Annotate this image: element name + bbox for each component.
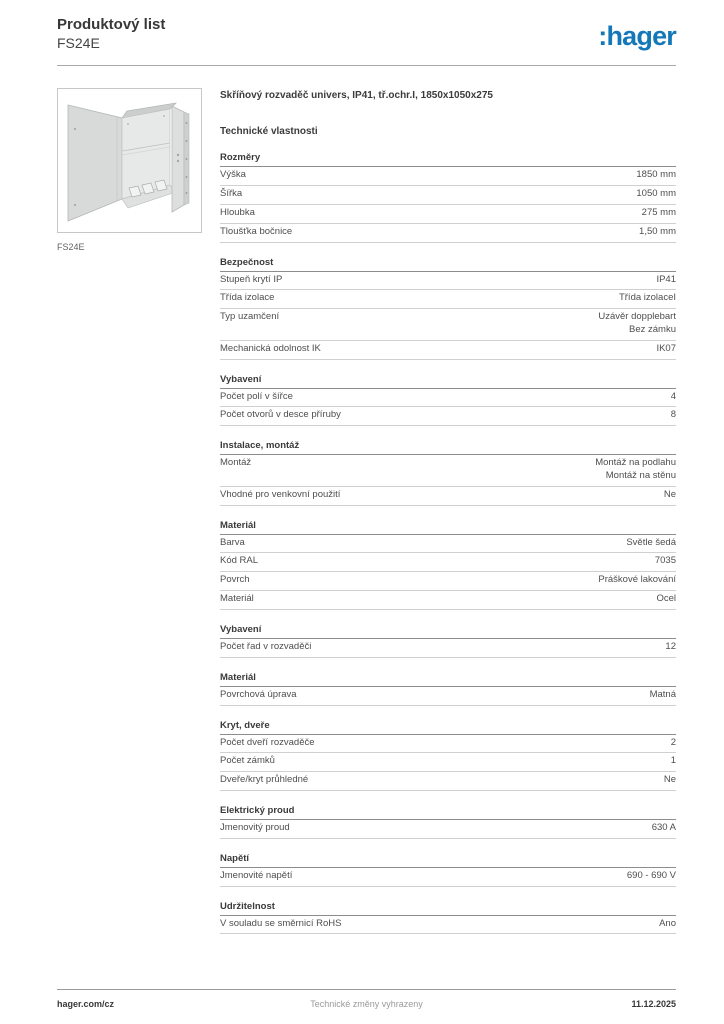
section-title: Rozměry (220, 152, 676, 167)
page-footer (57, 989, 676, 1009)
row-value (650, 689, 676, 702)
row-label: Dveře/kryt průhledné (220, 774, 309, 786)
row-value-line: 690 - 690 V (626, 869, 676, 881)
section-title: Materiál (220, 672, 676, 687)
spec-row (220, 591, 676, 610)
spec-row (220, 916, 676, 935)
section-rows (220, 535, 676, 610)
row-value-line: Třída izolaceI (618, 292, 676, 304)
spec-row (220, 167, 676, 186)
spec-row (220, 290, 676, 309)
row-value-line: Ne (663, 488, 676, 500)
row-label: Vhodné pro venkovní použití (220, 488, 341, 500)
row-value (642, 207, 676, 220)
spec-section (220, 520, 676, 610)
row-label: Výška (220, 169, 246, 181)
spec-section (220, 901, 676, 935)
product-image (57, 88, 202, 233)
spec-row (220, 553, 676, 572)
row-label: Tloušťka bočnice (220, 225, 293, 237)
row-value (652, 822, 676, 835)
spec-section (220, 853, 676, 887)
row-value (659, 918, 676, 931)
row-value (598, 574, 676, 587)
row-value-line: 630 A (651, 821, 676, 833)
footer-website-link[interactable]: hager.com/cz (57, 999, 115, 1009)
footer-disclaimer: Technické změny vyhrazeny (310, 999, 423, 1009)
row-value-line: 275 mm (641, 206, 676, 218)
row-value (671, 409, 676, 422)
row-value-line: Ano (659, 917, 676, 929)
row-value (598, 311, 676, 337)
row-value (656, 274, 676, 287)
section-rows (220, 639, 676, 658)
row-value-line: 2 (670, 736, 676, 748)
page-header (57, 0, 676, 66)
row-label: Povrch (220, 574, 250, 586)
row-label: Montáž (220, 457, 252, 469)
tech-properties-heading: Technické vlastnosti (220, 126, 318, 138)
row-value-line: 1,50 mm (639, 225, 676, 237)
row-value (627, 870, 676, 883)
section-rows (220, 916, 676, 935)
section-rows (220, 820, 676, 839)
row-value-line: Matná (649, 688, 676, 700)
spec-row (220, 572, 676, 591)
spec-row (220, 186, 676, 205)
row-value (664, 774, 676, 787)
footer-date: 11.12.2025 (631, 999, 676, 1009)
row-value (656, 593, 676, 606)
row-value-line: Ne (663, 774, 676, 786)
row-value (671, 737, 676, 750)
row-value-line: Bez zámku (629, 323, 676, 335)
row-value-line: 12 (665, 640, 676, 652)
spec-row (220, 868, 676, 887)
spec-column (220, 88, 676, 934)
row-value (639, 226, 676, 239)
section-rows (220, 735, 676, 791)
spec-section (220, 440, 676, 505)
product-image-column (57, 88, 202, 934)
section-rows (220, 687, 676, 706)
section-title: Materiál (220, 520, 676, 535)
section-rows (220, 868, 676, 887)
row-value-line: Světle šedá (626, 536, 676, 548)
row-value (626, 537, 676, 550)
row-value-line: Práškové lakování (598, 574, 676, 586)
spec-row (220, 820, 676, 839)
row-value (655, 555, 676, 568)
row-value (595, 457, 676, 483)
spec-row (220, 205, 676, 224)
row-label: Hloubka (220, 206, 255, 218)
spec-sections (220, 152, 676, 934)
spec-row (220, 224, 676, 243)
spec-row (220, 272, 676, 291)
row-value-line: 1850 mm (636, 169, 676, 181)
section-rows (220, 455, 676, 505)
row-value-line: 7035 (654, 555, 676, 567)
spec-row (220, 735, 676, 754)
cabinet-illustration (58, 89, 201, 232)
section-title: Udržitelnost (220, 901, 676, 916)
row-label: Typ uzamčení (220, 311, 280, 323)
spec-row (220, 753, 676, 772)
spec-row (220, 341, 676, 360)
row-label: V souladu se směrnicí RoHS (220, 917, 342, 929)
row-label: Povrchová úprava (220, 688, 297, 700)
row-value-line: Montáž na stěnu (605, 470, 676, 481)
row-value-line: 4 (670, 390, 676, 402)
row-value-line: Montáž na podlahu (595, 457, 676, 469)
row-value-line: Uzávěr dopplebart (598, 311, 676, 323)
section-title: Elektrický proud (220, 805, 676, 820)
row-value (671, 391, 676, 404)
row-value (636, 188, 676, 201)
row-label: Počet polí v šířce (220, 390, 293, 402)
row-value (671, 755, 676, 768)
row-label: Počet řad v rozvaděči (220, 640, 312, 652)
spec-row (220, 639, 676, 658)
spec-row (220, 389, 676, 408)
row-value (656, 343, 676, 356)
row-value (636, 169, 676, 182)
spec-section (220, 257, 676, 360)
row-value (619, 292, 676, 305)
row-value-line: 1 (670, 755, 676, 767)
header-titles (57, 16, 165, 52)
spec-section (220, 152, 676, 242)
row-label: Materiál (220, 593, 254, 605)
section-title: Kryt, dveře (220, 720, 676, 735)
row-label: Kód RAL (220, 555, 259, 567)
section-rows (220, 167, 676, 242)
row-value-line: 8 (670, 409, 676, 421)
row-value-line: IP41 (656, 273, 676, 285)
spec-row (220, 455, 676, 487)
section-rows (220, 272, 676, 360)
row-value-line: 1050 mm (636, 188, 676, 200)
product-title: Skříňový rozvaděč univers, IP41, tř.ochr.I, 1850x1050x275 (220, 90, 493, 102)
content-area (57, 88, 676, 934)
spec-row (220, 535, 676, 554)
row-label: Počet dveří rozvaděče (220, 736, 315, 748)
section-title: Vybavení (220, 374, 676, 389)
section-rows (220, 389, 676, 427)
spec-section (220, 805, 676, 839)
section-title: Vybavení (220, 624, 676, 639)
document-type: Produktový list (57, 16, 166, 33)
row-label: Mechanická odolnost IK (220, 342, 321, 354)
row-label: Šířka (220, 188, 243, 200)
spec-section (220, 624, 676, 658)
row-label: Počet zámků (220, 755, 275, 767)
row-value-line: Ocel (656, 593, 676, 605)
row-label: Počet otvorů v desce příruby (220, 409, 341, 421)
header-product-code: FS24E (57, 34, 100, 51)
spec-row (220, 407, 676, 426)
product-image-caption: FS24E (57, 242, 85, 253)
section-title: Instalace, montáž (220, 440, 676, 455)
spec-section (220, 720, 676, 791)
row-value (665, 641, 676, 654)
row-label: Jmenovitý proud (220, 821, 290, 833)
spec-row (220, 772, 676, 791)
row-value-line: IK07 (656, 342, 676, 354)
row-label: Jmenovité napětí (220, 869, 293, 881)
row-value (664, 489, 676, 502)
spec-row (220, 487, 676, 506)
spec-row (220, 309, 676, 341)
spec-row (220, 687, 676, 706)
row-label: Barva (220, 536, 245, 548)
section-title: Bezpečnost (220, 257, 676, 272)
spec-section (220, 374, 676, 427)
hager-logo: :hager (598, 21, 676, 51)
row-label: Stupeň krytí IP (220, 273, 283, 285)
section-title: Napětí (220, 853, 676, 868)
spec-section (220, 672, 676, 706)
row-label: Třída izolace (220, 292, 275, 304)
